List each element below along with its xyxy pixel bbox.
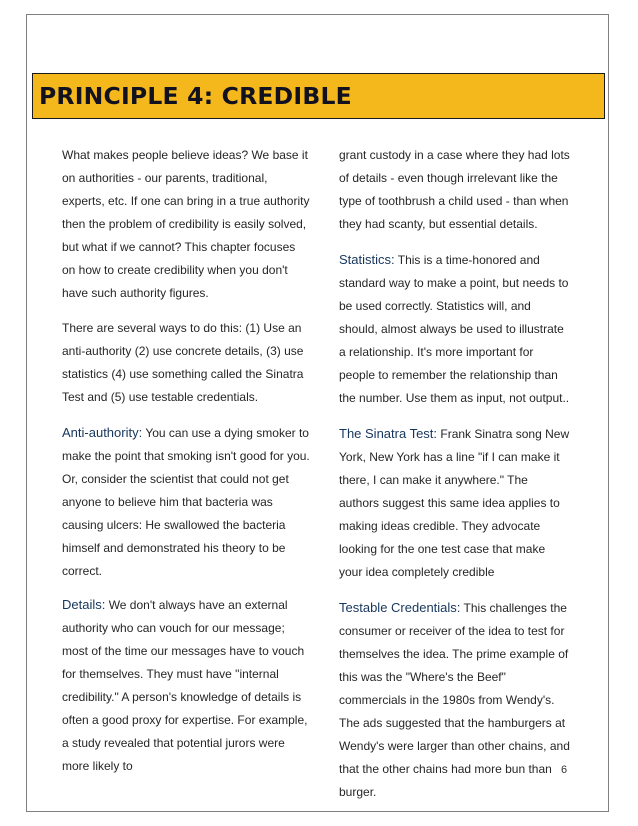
sinatra-text: Frank Sinatra song New York, New York has a line "if I can make it there, I can make it anywhere." The authors suggest this same idea applies to making ideas credible. They advocate looking for the one test case that make your idea completely credible [339, 427, 570, 579]
intro-paragraph: What makes people believe ideas? We base it on authorities - our parents, traditional, experts, etc. If one can bring in a true authority then the problem of credibility is easily solved, but what if we cannot? This chapter focuses on how to create credibility when you don't have such authority figures. [62, 148, 310, 300]
right-column [339, 144, 571, 804]
statistics-text: This is a time-honored and standard way to make a point, but needs to be used correctly. Statistics will, and should, almost always be used to illustrate a relationship. It's more important for people to remember the relationship than the number. Use them as input, not output.. [339, 253, 570, 405]
details-text: We don't always have an external authority who can vouch for our message; most of the time our messages have to vouch for themselves. They must have "internal credibility." A person's knowledge of details is often a good proxy for expertise. For example, a study revealed that potential jurors were more likely to [62, 598, 308, 773]
page-number: 6 [561, 764, 568, 776]
anti-authority-text: You can use a dying smoker to make the point that smoking isn't good for you. Or, consider the scientist that could not get anyone to believe him that bacteria was causing ulcers: He swallowed the bacteria himself and demonstrated his theory to be correct. [62, 426, 310, 578]
anti-authority-paragraph [62, 421, 310, 583]
details-continued-paragraph: grant custody in a case where they had lots of details - even though irrelevant like the type of toothbrush a child used - than when they had scanty, but essential details. [339, 148, 570, 231]
testable-text: This challenges the consumer or receiver of the idea to test for themselves the idea. The prime example of this was the "Where's the Beef" commercials in the 1980s from Wendy's. The ads suggested that the hamburgers at Wendy's were larger than other chains, and that the other chains had more bun than burger. [339, 601, 570, 799]
sinatra-paragraph [339, 422, 571, 584]
left-column [62, 144, 310, 778]
heading-banner [32, 73, 605, 119]
testable-heading: Testable Credentials: [339, 600, 461, 615]
ways-paragraph: There are several ways to do this: (1) Use an anti-authority (2) use concrete details, (3) use statistics (4) use something called the Sinatra Test and (5) use testable credentials. [62, 321, 304, 404]
testable-paragraph [339, 596, 571, 804]
details-heading: Details: [62, 597, 106, 612]
statistics-heading: Statistics: [339, 252, 395, 267]
sinatra-heading: The Sinatra Test: [339, 426, 438, 441]
page-title: PRINCIPLE 4: CREDIBLE [39, 82, 352, 110]
anti-authority-heading: Anti-authority: [62, 425, 143, 440]
statistics-paragraph [339, 248, 571, 410]
details-paragraph [62, 593, 310, 778]
